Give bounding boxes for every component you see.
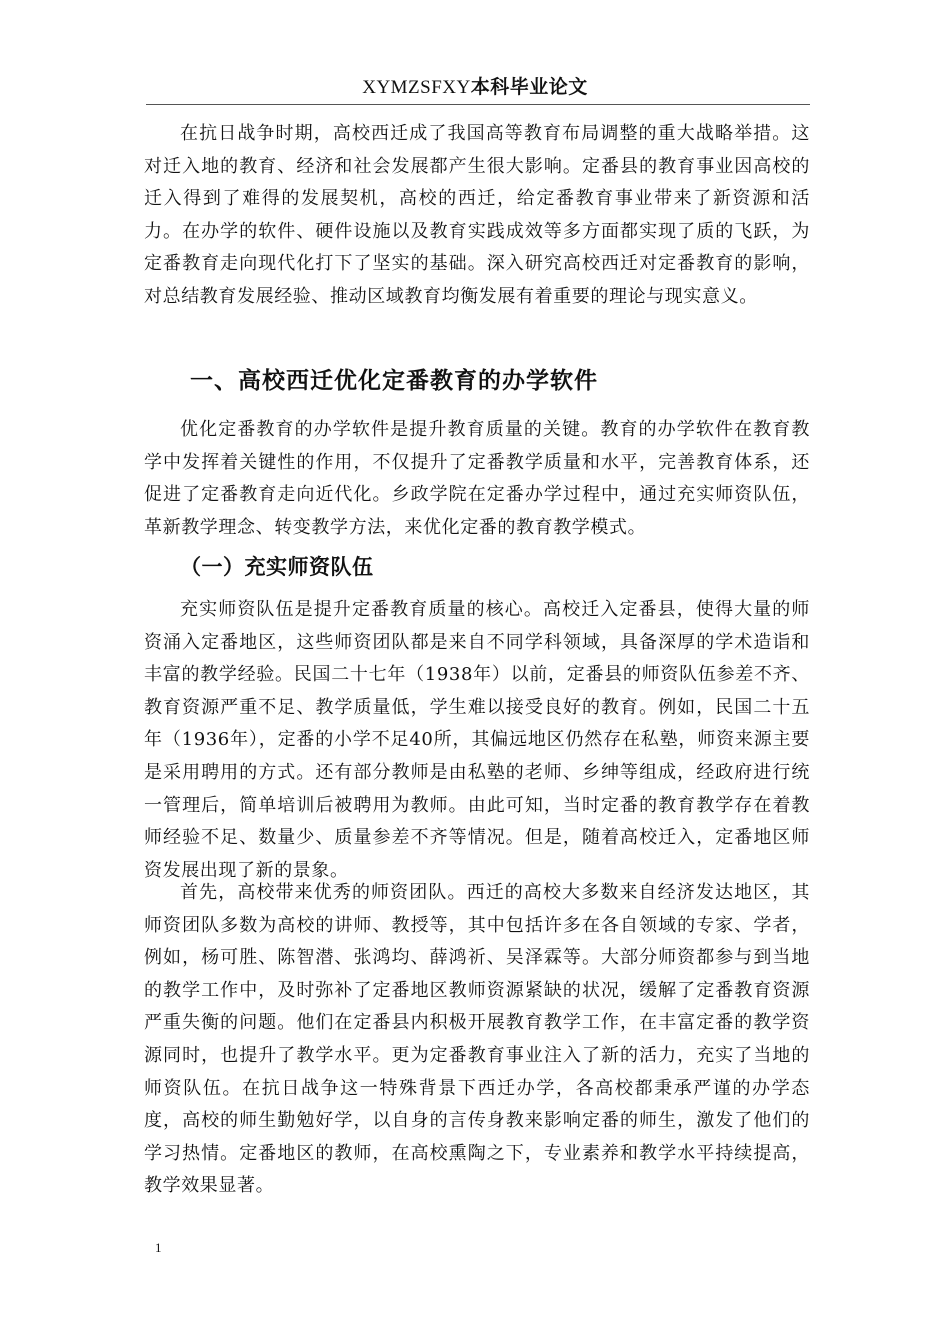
header-rule xyxy=(146,104,810,105)
section-heading: 一、高校西迁优化定番教育的办学软件 xyxy=(190,368,598,394)
section-paragraph: 优化定番教育的办学软件是提升教育质量的关键。教育的办学软件在教育教学中发挥着关键性的作用，不仅提升了定番教学质量和水平，完善教育体系，还促进了定番教育走向近代化。乡政学院在定番办学过程中，通过充实师资队伍，革新教学理念、转变教学方法，来优化定番的教育教学模式。 xyxy=(144,419,810,538)
subsection-paragraph: 充实师资队伍是提升定番教育质量的核心。高校迁入定番县，使得大量的师资涌入定番地区，这些师资团队都是来自不同学科领域，具备深厚的学术造诣和丰富的教学经验。民国二十七年（1938年）以前，定番县的师资队伍参差不齐、教育资源严重不足、教学质量低，学生难以接受良好的教育。例如，民国二十五年（1936年），定番的小学不足40所，其偏远地区仍然存在私塾，师资来源主要是采用聘用的方式。还有部分教师是由私塾的老师、乡绅等组成，经政府进行统一管理后，简单培训后被聘用为教师。由此可知，当时定番的教育教学存在着教师经验不足、数量少、质量参差不齐等情况。但是，随着高校迁入，定番地区师资发展出现了新的景象。 xyxy=(144,599,810,881)
intro-paragraph: 在抗日战争时期，高校西迁成了我国高等教育布局调整的重大战略举措。这对迁入地的教育、经济和社会发展都产生很大影响。定番县的教育事业因高校的迁入得到了难得的发展契机，高校的西迁，给定番教育事业带来了新资源和活力。在办学的软件、硬件设施以及教育实践成效等多方面都实现了质的飞跃，为定番教育走向现代化打下了坚实的基础。深入研究高校西迁对定番教育的影响，对总结教育发展经验、推动区域教育均衡发展有着重要的理论与现实意义。 xyxy=(144,123,810,307)
header-school-code: XYMZSFXY xyxy=(362,77,471,98)
page-number: 1 xyxy=(155,1240,162,1255)
subsection-paragraph-first: 首先，高校带来优秀的师资团队。西迁的高校大多数来自经济发达地区，其师资团队多数为高校的讲师、教授等，其中包括许多在各自领域的专家、学者，例如，杨可胜、陈智潜、张鸿均、薛鸿祈、吴泽霖等。大部分师资都参与到当地的教学工作中，及时弥补了定番地区教师资源紧缺的状况，缓解了定番教育资源严重失衡的问题。他们在定番县内积极开展教育教学工作，在丰富定番的教学资源同时，也提升了教学水平。更为定番教育事业注入了新的活力，充实了当地的师资队伍。在抗日战争这一特殊背景下西迁办学，各高校都秉承严谨的办学态度，高校的师生勤勉好学，以自身的言传身教来影响定番的师生，激发了他们的学习热情。定番地区的教师，在高校熏陶之下，专业素养和教学水平持续提高，教学效果显著。 xyxy=(144,882,810,1197)
subsection-heading: （一）充实师资队伍 xyxy=(180,555,374,579)
header-title: 本科毕业论文 xyxy=(470,76,588,98)
running-header xyxy=(0,72,950,99)
